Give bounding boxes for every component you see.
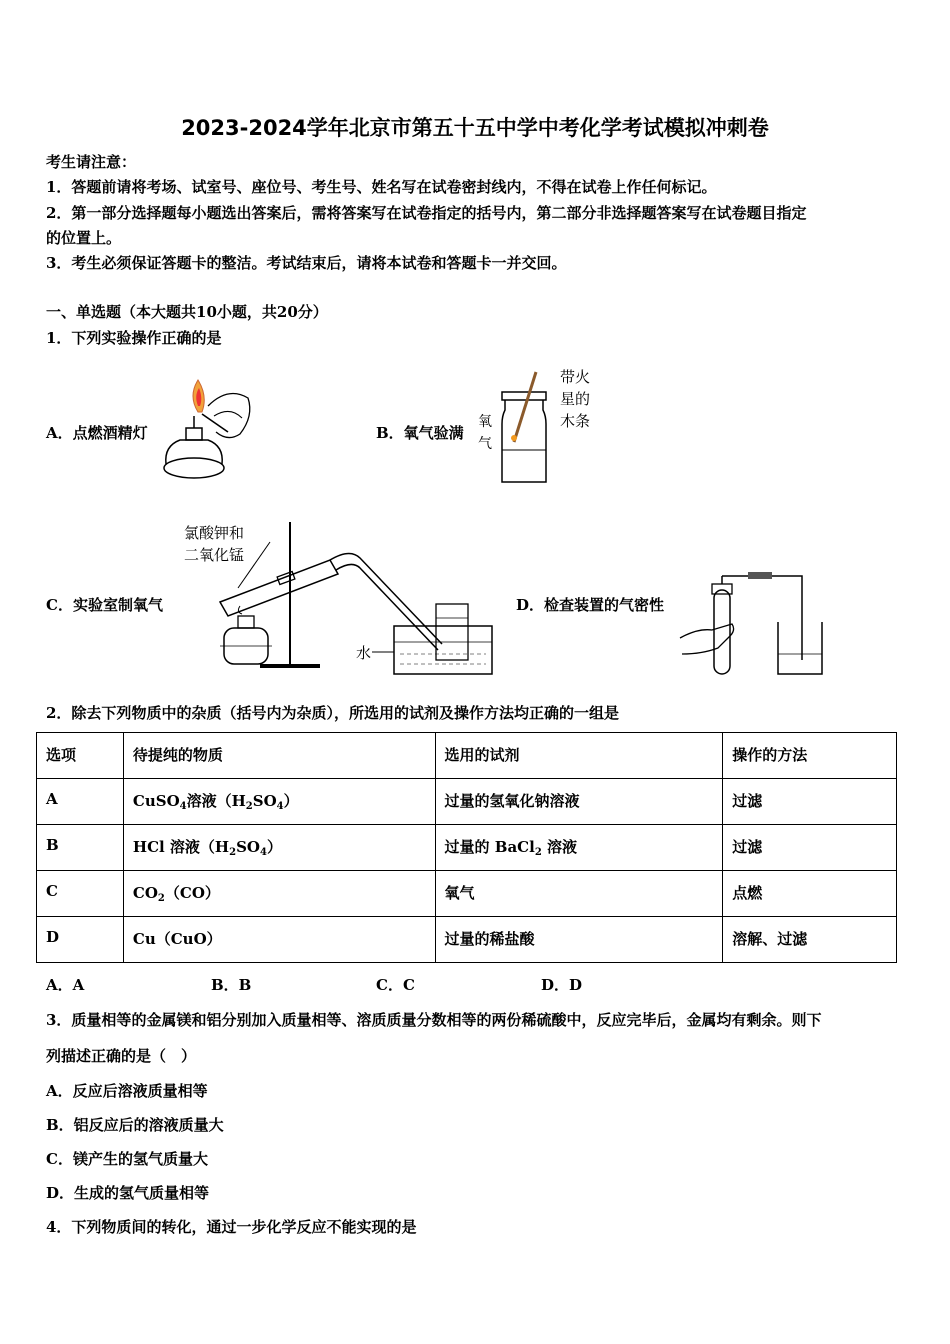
row-reagent: 过量的稀盐酸 [435, 917, 723, 963]
q2-choice-d: D．D [541, 976, 583, 994]
row-method: 溶解、过滤 [723, 917, 897, 963]
header-reagent: 选用的试剂 [435, 733, 723, 779]
q2-choice-b: B．B [211, 976, 252, 994]
q1-option-d: D．检查装置的气密性 [516, 596, 665, 614]
b-side-label-2: 气 [478, 436, 492, 452]
notice-item-2: 2．第一部分选择题每小题选出答案后，需将答案写在试卷指定的括号内，第二部分非选择题答案写在试卷题目指定 [46, 204, 807, 222]
q2-choice-c: C．C [376, 976, 415, 994]
q4-stem: 4．下列物质间的转化，通过一步化学反应不能实现的是 [46, 1218, 417, 1236]
oxygen-test-figure [472, 364, 602, 488]
q2-table [36, 732, 897, 963]
q3-option-d: D．生成的氢气质量相等 [46, 1184, 210, 1202]
oxygen-prep-apparatus-figure [180, 518, 500, 680]
q3-stem-line-1: 3．质量相等的金属镁和铝分别加入质量相等、溶质质量分数相等的两份稀硫酸中，反应完毕后，金属均有剩余。则下 [46, 1011, 822, 1029]
q1-option-c: C．实验室制氧气 [46, 596, 163, 614]
row-method: 点燃 [723, 871, 897, 917]
row-option: B [37, 825, 124, 871]
section-heading: 一、单选题（本大题共10小题，共20分） [46, 303, 328, 321]
notice-item-3: 3．考生必须保证答题卡的整洁。考试结束后，请将本试卷和答题卡一并交回。 [46, 254, 567, 272]
airtightness-check-figure [678, 568, 838, 680]
notice-heading: 考生请注意： [46, 153, 137, 171]
b-top-label-3: 木条 [560, 412, 591, 430]
c-top-label-1: 氯酸钾和 [184, 524, 245, 542]
table-header-row [37, 733, 897, 779]
q1-option-a: A．点燃酒精灯 [46, 424, 148, 442]
row-reagent: 过量的 BaCl$_2$ 溶液 [435, 825, 723, 871]
row-option: C [37, 871, 124, 917]
header-method: 操作的方法 [723, 733, 897, 779]
row-substance: HCl 溶液$(H_2SO_4)$ [123, 825, 435, 871]
q3-option-b: B．铝反应后的溶液质量大 [46, 1116, 224, 1134]
q3-stem-line-2: 列描述正确的是（ ） [46, 1047, 197, 1065]
alcohol-lamp-figure [158, 376, 258, 488]
header-substance: 待提纯的物质 [123, 733, 435, 779]
row-option: A [37, 779, 124, 825]
row-option: D [37, 917, 124, 963]
q1-stem: 1．下列实验操作正确的是 [46, 329, 222, 347]
row-substance: CuSO$_4$溶液$(H_2SO_4)$ [123, 779, 435, 825]
c-top-label-2: 二氧化锰 [184, 546, 245, 564]
q3-option-c: C．镁产生的氢气质量大 [46, 1150, 208, 1168]
q2-stem: 2．除去下列物质中的杂质（括号内为杂质），所选用的试剂及操作方法均正确的一组是 [46, 704, 619, 722]
row-method: 过滤 [723, 779, 897, 825]
q1-option-b: B．氧气验满 [376, 424, 464, 442]
header-option: 选项 [37, 733, 124, 779]
table-row [37, 825, 897, 871]
table-row [37, 917, 897, 963]
notice-item-1: 1．答题前请将考场、试室号、座位号、考生号、姓名写在试卷密封线内，不得在试卷上作任何标记。 [46, 178, 717, 196]
b-top-label-2: 星的 [560, 390, 591, 408]
b-side-label-1: 氧 [478, 414, 492, 430]
row-method: 过滤 [723, 825, 897, 871]
q3-option-a: A．反应后溶液质量相等 [46, 1082, 208, 1100]
q2-choice-a: A．A [46, 976, 85, 994]
notice-item-2-cont: 的位置上。 [46, 229, 122, 247]
page-title: 2023-2024学年北京市第五十五中学中考化学考试模拟冲刺卷 [181, 116, 769, 140]
b-top-label-1: 带火 [560, 368, 591, 386]
row-reagent: 过量的氢氧化钠溶液 [435, 779, 723, 825]
row-substance: $CO_2(CO)$ [123, 871, 435, 917]
table-row [37, 779, 897, 825]
row-reagent: 氧气 [435, 871, 723, 917]
table-row [37, 871, 897, 917]
row-substance: Cu（CuO） [123, 917, 435, 963]
c-water-label: 水 [356, 644, 372, 662]
